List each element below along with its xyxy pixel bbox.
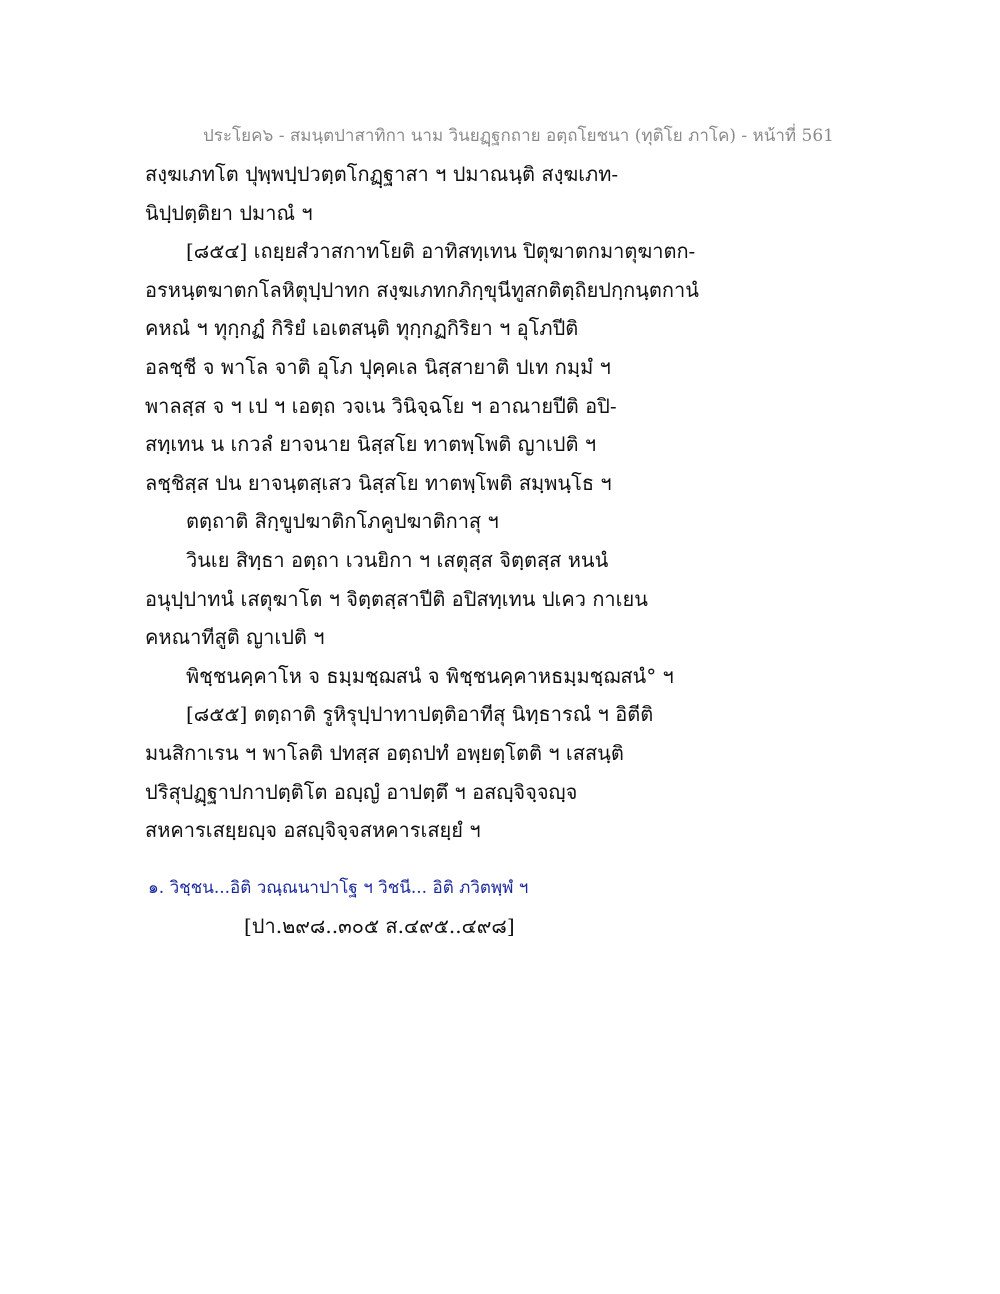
text-line: สหคารเสยฺยญฺจ อสญฺจิจฺจสหคารเสยฺยํ ฯ xyxy=(145,818,481,843)
text-line: [๘๕๕] ตตฺถาติ รูหิรุปฺปาทาปตฺติอาทีสุ นิทฺธารณํ ฯ อิตีติ xyxy=(186,702,654,727)
text-line: มนสิกาเรน ฯ พาโลติ ปทสฺส อตฺถปทํ อพฺยตฺโตติ ฯ เสสนฺติ xyxy=(145,740,624,765)
text-line: ลชฺชิสฺส ปน ยาจนฺตสฺเสว นิสฺสโย ทาตพฺโพติ สมฺพนฺโธ ฯ xyxy=(145,470,612,495)
text-line: อรหนฺตฆาตกโลหิตุปฺปาทก สงฺฆเภทกภิกฺขุนีทูสกติตฺถิยปกฺกนฺตกานํ xyxy=(145,277,699,302)
text-line: อนุปฺปาทนํ เสตุฆาโต ฯ จิตฺตสฺสาปีติ อปิสทฺเทน ปเคว กาเยน xyxy=(145,586,648,611)
footnote: ๑. วิชฺชน...อิติ วณฺณนาปาโฐ ฯ วิชนี... อิติ ภวิตพฺพํ ฯ xyxy=(148,878,529,898)
text-line: อลชฺชี จ พาโล จาติ อุโภ ปุคฺคเล นิสฺสายาติ ปเท กมฺมํ ฯ xyxy=(145,354,611,379)
text-line: คหณํ ฯ ทุกฺกฏํ กิริยํ เอเตสนฺติ ทุกฺกฏกิริยา ฯ อุโภปีติ xyxy=(145,316,579,341)
page-header: ประโยค๖ - สมนฺตปาสาทิกา นาม วินยฏฺฐกถาย อตฺถโยชนา (ทุติโย ภาโค) - หน้าที่ 561 xyxy=(203,126,834,146)
text-line: สงฺฆเภทโต ปุพฺพปฺปวตฺตโกฏฺฐาสา ฯ ปมาณนฺติ สงฺฆเภท- xyxy=(145,162,619,186)
text-line: วินเย สิทฺธา อตฺถา เวนยิกา ฯ เสตุสฺส จิตฺตสฺส หนนํ xyxy=(186,547,609,572)
page-reference: [ปา.๒๙๘..๓๐๕ ส.๔๙๕..๔๙๘] xyxy=(244,914,515,938)
text-line: นิปฺปตฺติยา ปมาณํ ฯ xyxy=(145,200,313,225)
text-line: ปริสุปฏฺฐาปกาปตฺติโต อญฺญํ อาปตฺตึ ฯ อสญฺจิจฺจญฺจ xyxy=(145,779,578,804)
text-line: สทฺเทน น เกวลํ ยาจนาย นิสฺสโย ทาตพฺโพติ ญาเปติ ฯ xyxy=(145,432,597,457)
body-text xyxy=(145,155,765,850)
text-line: [๘๕๔] เถยฺยสํวาสกาทโยติ อาทิสทฺเทน ปิตุฆาตกมาตุฆาตก- xyxy=(186,239,696,264)
text-line: พาลสฺส จ ฯ เป ฯ เอตฺถ วจเน วินิจฺฉโย ฯ อาณายปีติ อปิ- xyxy=(145,393,617,418)
text-line: พิชฺชนคฺคาโห จ ธมฺมชฺฌสนํ จ พิชฺชนคฺคาหธมฺมชฺฌสนํ° ฯ xyxy=(186,663,674,688)
text-line: ตตฺถาติ สิกฺขูปฆาติกโภคูปฆาติกาสุ ฯ xyxy=(186,509,499,534)
text-line: คหณาทีสูติ ญาเปติ ฯ xyxy=(145,625,325,650)
